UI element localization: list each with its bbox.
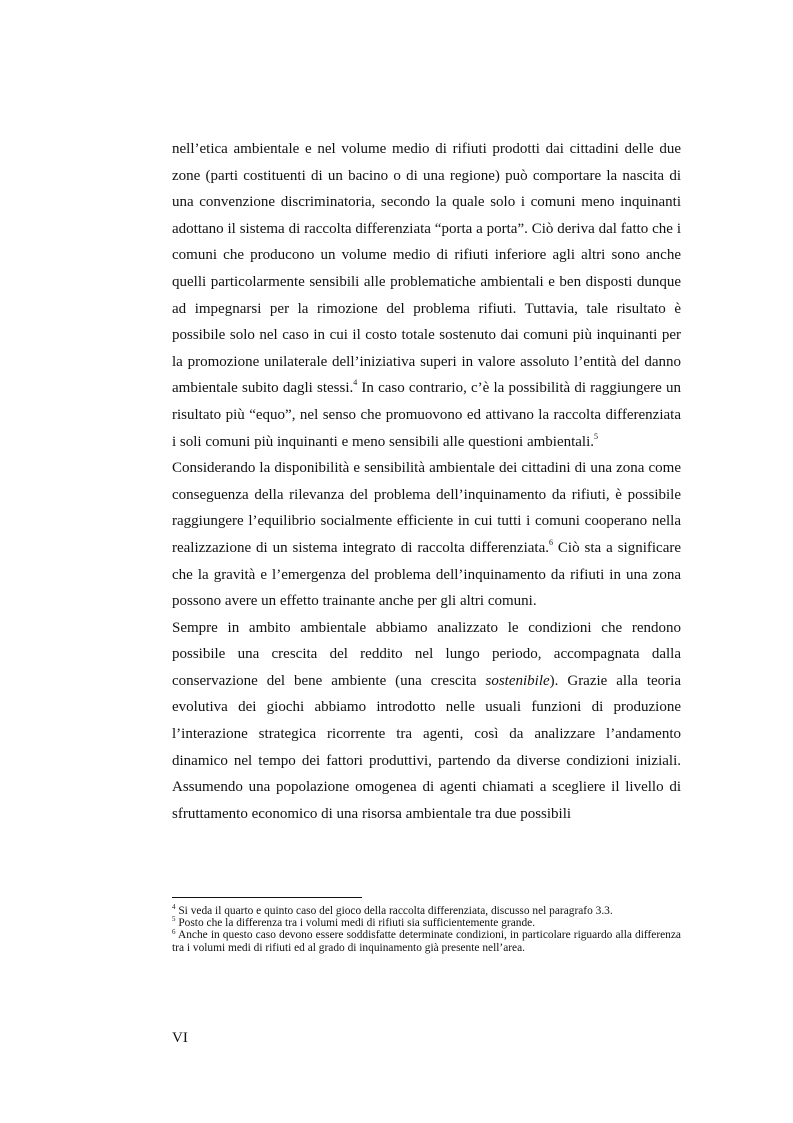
emphasis-text: sostenibile — [485, 672, 550, 689]
main-text — [172, 136, 681, 827]
paragraph-3 — [172, 615, 681, 828]
footnote-ref-4[interactable]: 4 — [353, 378, 358, 388]
footnotes — [172, 905, 681, 954]
footnote-ref-6[interactable]: 6 — [548, 537, 553, 547]
paragraph-text: ). Grazie alla teoria evolutiva dei giochi abbiamo introdotto nelle usuali funzioni di produzione l’interazione strategica ricorrente tra agenti, così da analizzare l’andamento dinamico nel tempo dei fattori produttivi, partendo da diverse condizioni iniziali. Assumendo una popolazione omogenea di agenti chiamati a scegliere il livello di sfruttamento economico di una risorsa ambientale tra due possibili — [172, 672, 681, 822]
paragraph-text: Considerando la disponibilità e sensibilità ambientale dei cittadini di una zona come conseguenza della rilevanza del problema dell’inquinamento da rifiuti, è possibile raggiungere l’equilibrio socialmente efficiente in cui tutti i comuni cooperano nella realizzazione di un sistema integrato di raccolta differenziata. — [172, 460, 681, 556]
footnote-number: 5 — [172, 915, 176, 924]
footnote-text: Si veda il quarto e quinto caso del gioco della raccolta differenziata, discusso nel paragrafo 3.3. — [175, 905, 613, 917]
footnote-5 — [172, 917, 681, 929]
footnote-separator — [172, 897, 362, 898]
footnote-text: Posto che la differenza tra i volumi medi di rifiuti sia sufficientemente grande. — [175, 917, 536, 930]
paragraph-text: In caso contrario, c’è la possibilità di raggiungere un risultato più “equo”, nel senso che promuovono ed attivano la raccolta differenziata i soli comuni più inquinanti e meno sensibili alle questioni ambientali. — [172, 380, 681, 450]
footnote-text: Anche in questo caso devono essere soddisfatte determinate condizioni, in particolare riguardo alla differenza tra i volumi medi di rifiuti ed al grado di inquinamento già presente nell’area. — [172, 929, 681, 954]
paragraph-2 — [172, 455, 681, 615]
footnote-ref-5[interactable]: 5 — [594, 431, 599, 441]
paragraph-1 — [172, 136, 681, 455]
page-number: VI — [172, 1030, 188, 1046]
footnote-number: 6 — [172, 927, 176, 936]
footnote-number: 4 — [172, 903, 176, 912]
footnote-4 — [172, 905, 681, 917]
paragraph-text: Sempre in ambito ambientale abbiamo analizzato le condizioni che rendono possibile una crescita del reddito nel lungo periodo, accompagnata dalla conservazione del bene ambiente (una crescita — [172, 619, 681, 689]
paragraph-text: Ciò sta a significare che la gravità e l’emergenza del problema dell’inquinamento da rifiuti in una zona possono avere un effetto trainante anche per gli altri comuni. — [172, 539, 682, 610]
paragraph-text: nell’etica ambientale e nel volume medio di rifiuti prodotti dai cittadini delle due zone (parti costituenti di un bacino o di una regione) può comportare la nascita di una convenzione discriminatoria, secondo la quale solo i comuni meno inquinanti adottano il sistema di raccolta differenziata “porta a porta”. Ciò deriva dal fatto che i comuni che producono un volume medio di rifiuti inferiore agli altri sono anche quelli particolarmente sensibili alle problematiche ambientali e ben disposti dunque ad impegnarsi per la rimozione del problema rifiuti. Tuttavia, tale risultato è possibile solo nel caso in cui il costo totale sostenuto dai comuni più inquinanti per la promozione unilaterale dell’iniziativa superi in valore assoluto l’entità del danno ambientale subito dagli stessi. — [172, 141, 681, 397]
footnote-6 — [172, 929, 681, 953]
